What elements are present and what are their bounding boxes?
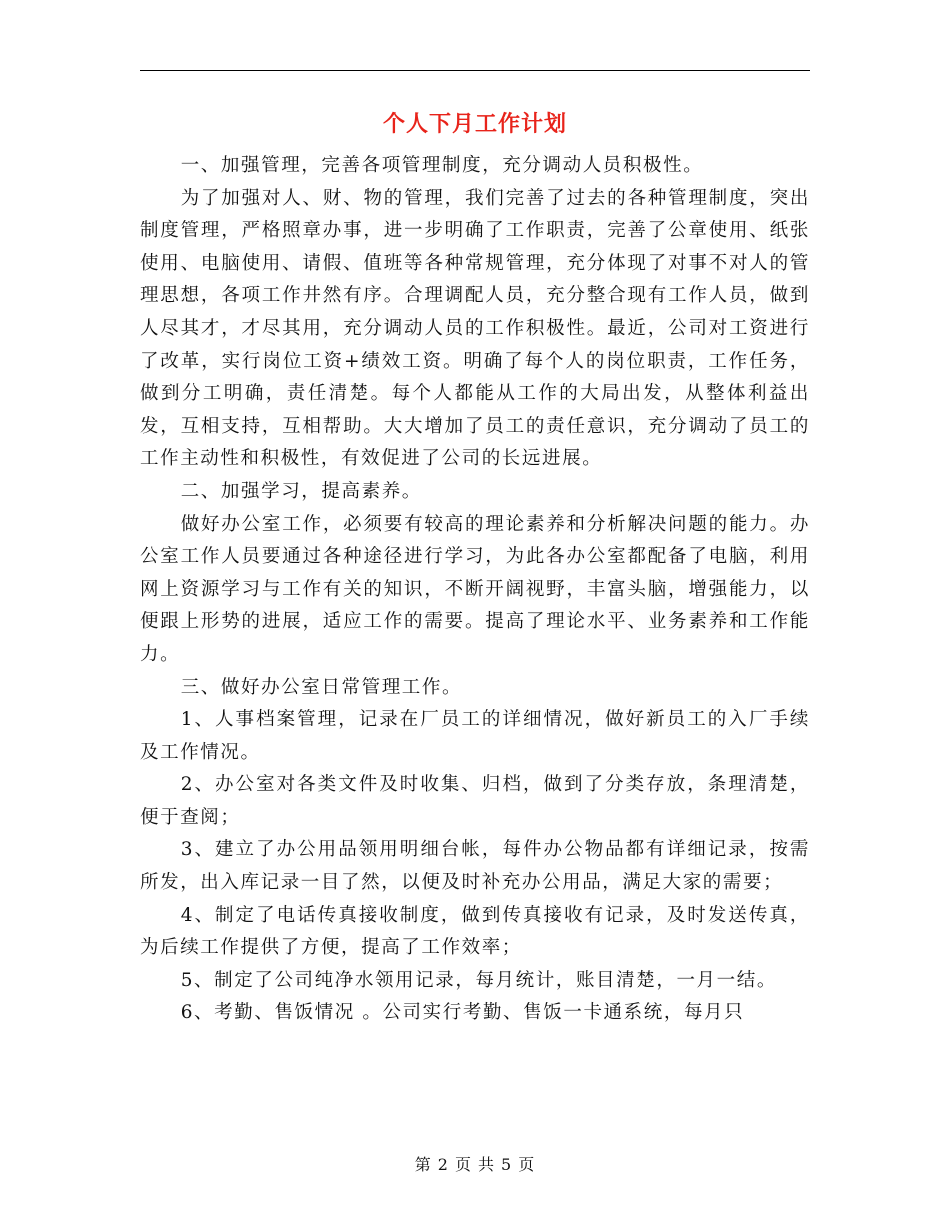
document-body [140, 150, 810, 1030]
list-item: 1、人事档案管理，记录在厂员工的详细情况，做好新员工的入厂手续及工作情况。 [140, 709, 810, 763]
list-item: 2、办公室对各类文件及时收集、归档，做到了分类存放，条理清楚，便于查阅； [140, 774, 810, 828]
list-item: 3、建立了办公用品领用明细台帐，每件办公物品都有详细记录，按需所发，出入库记录一目了然，以便及时补充办公用品，满足大家的需要； [140, 839, 810, 894]
page-label-mid: 页 共 [454, 1155, 496, 1174]
body-paragraph: 为了加强对人、财、物的管理，我们完善了过去的各种管理制度，突出制度管理，严格照章办事，进一步明确了工作职责，完善了公章使用、纸张使用、电脑使用、请假、值班等各种常规管理，充分体现了对事不对人的管理思想，各项工作井然有序。合理调配人员，充分整合现有工作人员，做到人尽其才，才尽其用，充分调动人员的工作积极性。最近，公司对工资进行了改革，实行岗位工资+绩效工资。明确了每个人的岗位职责，工作任务，做到分工明确，责任清楚。每个人都能从工作的大局出发，从整体利益出发，互相支持，互相帮助。大大增加了员工的责任意识，充分调动了员工的工作主动性和积极性，有效促进了公司的长远进展。 [140, 187, 810, 470]
list-item: 5、制定了公司纯净水领用记录，每月统计，账目清楚，一月一结。 [180, 969, 777, 991]
list-item: 4、制定了电话传真接收制度，做到传真接收有记录，及时发送传真，为后续工作提供了方便，提高了工作效率； [140, 904, 810, 959]
section-heading-1: 一、加强管理，完善各项管理制度，充分调动人员积极性。 [180, 155, 704, 176]
section-heading-3: 三、做好办公室日常管理工作。 [180, 676, 463, 698]
document-title: 个人下月工作计划 [382, 112, 567, 137]
total-pages-number: 5 [501, 1155, 513, 1174]
page-label-suffix: 页 [518, 1155, 536, 1174]
page-number-footer [0, 1152, 950, 1175]
body-paragraph: 做好办公室工作，必须要有较高的理论素养和分析解决问题的能力。办公室工作人员要通过各种途径进行学习，为此各办公室都配备了电脑，利用网上资源学习与工作有关的知识，不断开阔视野，丰富头脑，增强能力，以便跟上形势的进展，适应工作的需要。提高了理论水平、业务素养和工作能力。 [140, 513, 810, 665]
list-item: 6、考勤、售饭情况 。公司实行考勤、售饭一卡通系统，每月只 [180, 1002, 745, 1024]
current-page-number: 2 [437, 1155, 449, 1174]
page-label-prefix: 第 [414, 1155, 432, 1174]
section-heading-2: 二、加强学习，提高素养。 [180, 480, 422, 502]
header-rule [140, 70, 810, 71]
